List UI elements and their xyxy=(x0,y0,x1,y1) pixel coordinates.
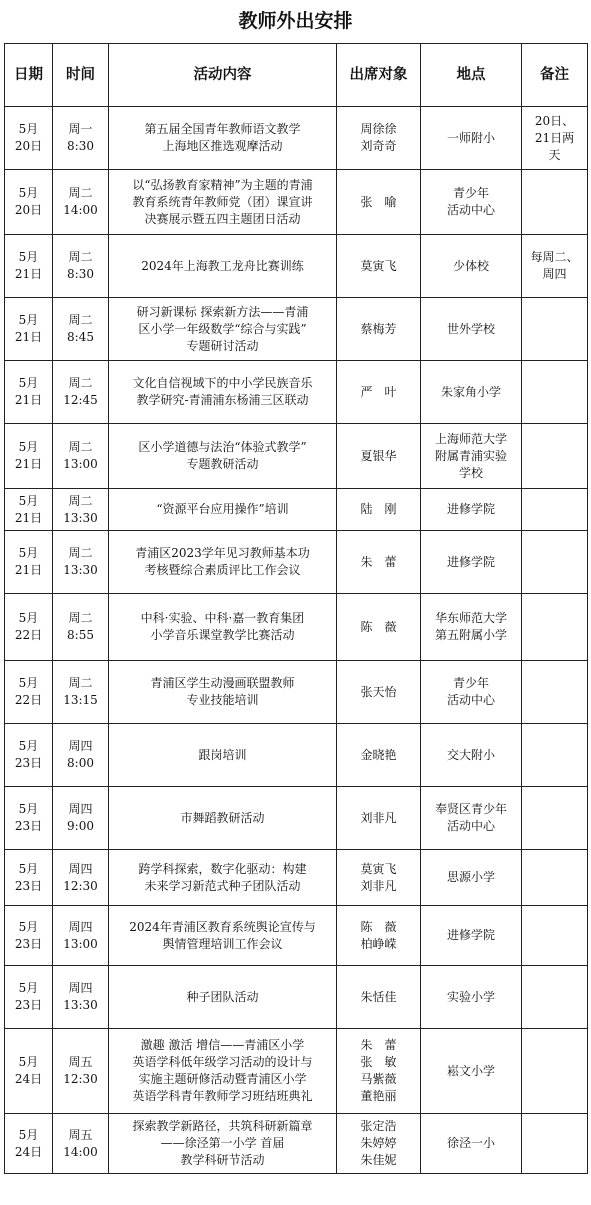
date-line: 5月 xyxy=(18,981,39,995)
activity-cell xyxy=(109,787,337,850)
date-line: 20日 xyxy=(14,139,43,153)
time-cell xyxy=(53,235,109,298)
activity-line: 专题研讨活动 xyxy=(186,338,259,353)
header-row xyxy=(5,44,588,107)
time-line: 周二 xyxy=(68,250,93,264)
date-cell xyxy=(5,170,53,235)
note-cell xyxy=(522,170,588,235)
header-note: 备注 xyxy=(522,44,588,107)
schedule-body xyxy=(5,107,588,1174)
date-cell xyxy=(5,724,53,787)
location-cell xyxy=(421,850,522,906)
header-activity: 活动内容 xyxy=(109,44,337,107)
attendees-cell xyxy=(337,170,421,235)
attendees-cell xyxy=(337,1029,421,1114)
attendees-line: 周徐徐 xyxy=(360,122,397,136)
attendees-cell xyxy=(337,531,421,594)
time-cell xyxy=(53,966,109,1029)
attendees-cell xyxy=(337,298,421,361)
location-cell xyxy=(421,661,522,724)
table-row xyxy=(5,1029,588,1114)
attendees-line: 张定浩 xyxy=(360,1119,397,1133)
date-line: 5月 xyxy=(18,861,39,876)
note-cell xyxy=(522,850,588,906)
location-cell xyxy=(421,966,522,1029)
location-line: 活动中心 xyxy=(446,693,495,707)
date-cell xyxy=(5,531,53,594)
date-line: 21日 xyxy=(14,510,43,525)
note-cell xyxy=(522,966,588,1029)
date-line: 21日 xyxy=(14,563,43,577)
time-line: 周四 xyxy=(68,739,93,753)
time-line: 13:30 xyxy=(63,510,98,525)
date-line: 22日 xyxy=(14,628,43,642)
attendees-cell xyxy=(337,787,421,850)
activity-line: 区小学道德与法治“体验式教学” xyxy=(138,440,307,454)
activity-line: 英语学科青年教师学习班结班典礼 xyxy=(132,1089,313,1103)
date-line: 22日 xyxy=(14,693,43,707)
activity-cell xyxy=(109,489,337,531)
activity-line: ——徐泾第一小学 首届 xyxy=(160,1136,285,1150)
location-line: 第五附属小学 xyxy=(434,628,507,642)
table-row xyxy=(5,787,588,850)
attendees-line: 朱佳妮 xyxy=(360,1153,397,1167)
location-line: 实验小学 xyxy=(446,989,495,1004)
attendees-line: 柏峥嵘 xyxy=(360,936,397,951)
location-line: 学校 xyxy=(458,465,483,480)
date-cell xyxy=(5,787,53,850)
note-cell xyxy=(522,235,588,298)
table-row xyxy=(5,594,588,661)
time-cell xyxy=(53,531,109,594)
date-cell xyxy=(5,424,53,489)
location-cell xyxy=(421,906,522,966)
date-cell xyxy=(5,906,53,966)
activity-line: 舆情管理培训工作会议 xyxy=(162,936,283,951)
table-row xyxy=(5,235,588,298)
date-line: 21日 xyxy=(14,393,43,407)
table-row xyxy=(5,850,588,906)
time-line: 8:30 xyxy=(67,139,94,153)
activity-line: 跟岗培训 xyxy=(198,747,247,762)
attendees-cell xyxy=(337,661,421,724)
attendees-line: 夏银华 xyxy=(360,448,397,463)
time-line: 13:30 xyxy=(63,563,98,577)
time-line: 13:30 xyxy=(63,998,98,1012)
time-line: 周二 xyxy=(68,611,93,625)
activity-cell xyxy=(109,906,337,966)
time-cell xyxy=(53,298,109,361)
location-line: 活动中心 xyxy=(446,819,495,833)
note-line: 20日、 xyxy=(534,113,575,128)
attendees-cell xyxy=(337,850,421,906)
time-cell xyxy=(53,107,109,170)
date-line: 23日 xyxy=(14,936,43,951)
date-cell xyxy=(5,489,53,531)
activity-line: 专业技能培训 xyxy=(186,693,259,707)
location-line: 思源小学 xyxy=(446,870,495,884)
date-line: 5月 xyxy=(18,1055,39,1069)
time-line: 周二 xyxy=(68,676,93,690)
attendees-line: 朱 蕾 xyxy=(360,554,397,569)
location-line: 进修学院 xyxy=(446,554,495,569)
location-cell xyxy=(421,531,522,594)
time-cell xyxy=(53,361,109,424)
date-line: 21日 xyxy=(14,267,43,281)
note-line: 周四 xyxy=(542,267,567,281)
time-cell xyxy=(53,489,109,531)
note-cell xyxy=(522,107,588,170)
location-line: 附属青浦实验 xyxy=(434,448,507,463)
table-row xyxy=(5,906,588,966)
activity-line: 激趣 激活 增信——青浦区小学 xyxy=(140,1038,305,1052)
date-line: 5月 xyxy=(18,122,39,136)
date-cell xyxy=(5,594,53,661)
attendees-cell xyxy=(337,235,421,298)
activity-line: 2024年上海教工龙舟比赛训练 xyxy=(141,258,304,273)
time-line: 周二 xyxy=(68,186,93,200)
activity-line: 考核暨综合素质评比工作会议 xyxy=(144,563,301,577)
note-cell xyxy=(522,489,588,531)
activity-line: 教学科研节活动 xyxy=(180,1153,265,1167)
activity-cell xyxy=(109,361,337,424)
location-line: 活动中心 xyxy=(446,203,495,217)
date-line: 5月 xyxy=(18,546,39,560)
location-cell xyxy=(421,787,522,850)
time-line: 周一 xyxy=(68,122,93,136)
date-line: 23日 xyxy=(14,756,43,770)
activity-line: 英语学科低年级学习活动的设计与 xyxy=(132,1055,313,1069)
time-cell xyxy=(53,906,109,966)
activity-line: 青浦区2023学年见习教师基本功 xyxy=(135,546,310,560)
table-row xyxy=(5,661,588,724)
time-line: 周二 xyxy=(68,376,93,390)
location-line: 世外学校 xyxy=(446,321,495,336)
date-cell xyxy=(5,1114,53,1174)
attendees-line: 刘非凡 xyxy=(360,878,397,893)
date-cell xyxy=(5,850,53,906)
header-attendees: 出席对象 xyxy=(337,44,421,107)
time-line: 12:30 xyxy=(63,1072,98,1086)
activity-line: 区小学一年级数学“综合与实践” xyxy=(138,321,307,336)
location-line: 少体校 xyxy=(452,258,489,273)
note-line: 21日两 xyxy=(534,130,575,145)
activity-line: 专题教研活动 xyxy=(186,457,259,471)
note-cell xyxy=(522,724,588,787)
attendees-line: 朱婷婷 xyxy=(360,1136,397,1150)
location-line: 徐泾一小 xyxy=(446,1136,495,1150)
time-line: 周四 xyxy=(68,919,93,934)
date-cell xyxy=(5,107,53,170)
time-cell xyxy=(53,661,109,724)
attendees-line: 刘奇奇 xyxy=(360,139,397,153)
location-line: 青少年 xyxy=(452,676,489,690)
time-line: 周二 xyxy=(68,313,93,327)
activity-line: 第五届全国青年教师语文教学 xyxy=(144,122,301,136)
attendees-cell xyxy=(337,1114,421,1174)
note-cell xyxy=(522,906,588,966)
attendees-line: 蔡梅芳 xyxy=(360,321,397,336)
activity-line: 以“弘扬教育家精神”为主题的青浦 xyxy=(132,177,313,192)
table-row xyxy=(5,724,588,787)
location-line: 青少年 xyxy=(452,186,489,200)
time-line: 周五 xyxy=(68,1055,93,1069)
date-line: 23日 xyxy=(14,998,43,1012)
date-line: 21日 xyxy=(14,330,43,344)
date-line: 5月 xyxy=(18,440,39,454)
attendees-line: 张天怡 xyxy=(360,684,397,699)
time-line: 周二 xyxy=(68,546,93,560)
activity-line: 教学研究-青浦浦东杨浦三区联动 xyxy=(136,393,309,407)
activity-cell xyxy=(109,1029,337,1114)
date-line: 24日 xyxy=(14,1144,43,1159)
activity-line: 2024年青浦区教育系统舆论宣传与 xyxy=(129,919,316,934)
header-location: 地点 xyxy=(421,44,522,107)
location-line: 一师附小 xyxy=(446,130,495,145)
activity-line: 种子团队活动 xyxy=(186,989,259,1004)
time-cell xyxy=(53,594,109,661)
table-row xyxy=(5,531,588,594)
table-row xyxy=(5,361,588,424)
time-line: 13:15 xyxy=(63,693,98,707)
time-line: 13:00 xyxy=(63,457,98,471)
time-line: 周二 xyxy=(68,493,93,508)
time-line: 周四 xyxy=(68,802,93,816)
time-line: 14:00 xyxy=(63,1144,98,1159)
time-cell xyxy=(53,787,109,850)
location-line: 华东师范大学 xyxy=(434,611,507,625)
table-row xyxy=(5,1114,588,1174)
date-line: 5月 xyxy=(18,376,39,390)
date-cell xyxy=(5,361,53,424)
attendees-line: 严 叶 xyxy=(360,384,397,399)
note-line: 天 xyxy=(548,147,561,162)
location-line: 崧文小学 xyxy=(446,1063,495,1078)
activity-line: 青浦区学生动漫画联盟教师 xyxy=(150,676,295,690)
attendees-line: 董艳丽 xyxy=(360,1089,397,1103)
activity-line: 教育系统青年教师党（团）课宣讲 xyxy=(132,194,313,209)
table-row xyxy=(5,298,588,361)
attendees-line: 张 喻 xyxy=(360,194,397,209)
date-cell xyxy=(5,235,53,298)
attendees-cell xyxy=(337,424,421,489)
location-cell xyxy=(421,489,522,531)
table-row xyxy=(5,966,588,1029)
attendees-line: 陆 刚 xyxy=(360,502,397,516)
activity-line: 中科·实验、中科·嘉一教育集团 xyxy=(140,611,305,625)
time-line: 周五 xyxy=(68,1127,93,1142)
note-line: 每周二、 xyxy=(530,250,579,264)
date-cell xyxy=(5,661,53,724)
attendees-line: 朱 蕾 xyxy=(360,1038,397,1052)
time-line: 周四 xyxy=(68,861,93,876)
location-cell xyxy=(421,361,522,424)
attendees-line: 莫寅飞 xyxy=(360,861,397,876)
activity-line: 探索教学新路径，共筑科研新篇章 xyxy=(132,1119,313,1133)
activity-line: 未来学习新范式种子团队活动 xyxy=(144,878,301,893)
activity-cell xyxy=(109,850,337,906)
activity-line: 上海地区推选观摩活动 xyxy=(162,139,283,153)
attendees-cell xyxy=(337,724,421,787)
location-line: 朱家角小学 xyxy=(440,384,501,399)
date-line: 23日 xyxy=(14,819,43,833)
attendees-cell xyxy=(337,594,421,661)
attendees-cell xyxy=(337,966,421,1029)
time-line: 8:45 xyxy=(67,330,94,344)
note-cell xyxy=(522,298,588,361)
activity-cell xyxy=(109,966,337,1029)
date-line: 20日 xyxy=(14,203,43,217)
time-line: 14:00 xyxy=(63,203,98,217)
location-cell xyxy=(421,594,522,661)
table-row xyxy=(5,489,588,531)
activity-line: 小学音乐课堂教学比赛活动 xyxy=(150,628,295,642)
time-line: 12:30 xyxy=(63,878,98,893)
time-line: 8:55 xyxy=(67,628,94,642)
date-line: 5月 xyxy=(18,313,39,327)
date-line: 5月 xyxy=(18,186,39,200)
location-cell xyxy=(421,724,522,787)
time-line: 9:00 xyxy=(67,819,94,833)
table-row xyxy=(5,170,588,235)
note-cell xyxy=(522,424,588,489)
activity-line: 市舞蹈教研活动 xyxy=(180,810,265,825)
time-line: 13:00 xyxy=(63,936,98,951)
attendees-line: 马紫薇 xyxy=(360,1072,397,1086)
header-time: 时间 xyxy=(53,44,109,107)
activity-line: 实施主题研修活动暨青浦区小学 xyxy=(138,1072,307,1086)
activity-cell xyxy=(109,1114,337,1174)
time-cell xyxy=(53,850,109,906)
schedule-table xyxy=(4,43,588,1174)
time-cell xyxy=(53,1114,109,1174)
activity-cell xyxy=(109,424,337,489)
header-date: 日期 xyxy=(5,44,53,107)
time-line: 12:45 xyxy=(63,393,98,407)
date-line: 5月 xyxy=(18,611,39,625)
date-line: 24日 xyxy=(14,1072,43,1086)
time-cell xyxy=(53,424,109,489)
time-cell xyxy=(53,724,109,787)
location-cell xyxy=(421,170,522,235)
date-line: 5月 xyxy=(18,493,39,508)
attendees-line: 莫寅飞 xyxy=(360,258,397,273)
note-cell xyxy=(522,361,588,424)
note-cell xyxy=(522,787,588,850)
activity-cell xyxy=(109,531,337,594)
attendees-line: 金晓艳 xyxy=(360,747,397,762)
date-line: 5月 xyxy=(18,676,39,690)
attendees-line: 陈 薇 xyxy=(360,619,397,634)
note-cell xyxy=(522,661,588,724)
date-line: 23日 xyxy=(14,878,43,893)
date-line: 5月 xyxy=(18,802,39,816)
note-cell xyxy=(522,1114,588,1174)
date-line: 5月 xyxy=(18,250,39,264)
note-cell xyxy=(522,531,588,594)
time-cell xyxy=(53,1029,109,1114)
attendees-line: 刘非凡 xyxy=(360,810,397,825)
location-line: 上海师范大学 xyxy=(434,431,507,446)
attendees-cell xyxy=(337,107,421,170)
location-cell xyxy=(421,298,522,361)
time-line: 8:00 xyxy=(67,756,94,770)
attendees-cell xyxy=(337,361,421,424)
activity-cell xyxy=(109,661,337,724)
date-cell xyxy=(5,1029,53,1114)
location-cell xyxy=(421,107,522,170)
attendees-cell xyxy=(337,906,421,966)
location-line: 进修学院 xyxy=(446,928,495,942)
attendees-line: 朱恬佳 xyxy=(360,989,397,1004)
activity-cell xyxy=(109,594,337,661)
activity-line: 决赛展示暨五四主题团日活动 xyxy=(144,211,301,226)
date-cell xyxy=(5,298,53,361)
time-line: 周四 xyxy=(68,981,93,995)
date-line: 21日 xyxy=(14,457,43,471)
table-row xyxy=(5,107,588,170)
location-cell xyxy=(421,1029,522,1114)
location-cell xyxy=(421,1114,522,1174)
date-cell xyxy=(5,966,53,1029)
location-line: 交大附小 xyxy=(446,747,495,762)
date-line: 5月 xyxy=(18,739,39,753)
page-title: 教师外出安排 xyxy=(238,10,353,32)
table-row xyxy=(5,424,588,489)
activity-cell xyxy=(109,298,337,361)
activity-line: 文化自信视域下的中小学民族音乐 xyxy=(132,376,313,390)
activity-line: “资源平台应用操作”培训 xyxy=(156,502,289,516)
note-cell xyxy=(522,594,588,661)
activity-cell xyxy=(109,170,337,235)
location-cell xyxy=(421,424,522,489)
time-line: 8:30 xyxy=(67,267,94,281)
attendees-line: 陈 薇 xyxy=(360,919,397,934)
time-cell xyxy=(53,170,109,235)
attendees-line: 张 敏 xyxy=(360,1055,397,1069)
location-line: 进修学院 xyxy=(446,502,495,516)
note-cell xyxy=(522,1029,588,1114)
location-line: 奉贤区青少年 xyxy=(434,802,507,816)
location-cell xyxy=(421,235,522,298)
activity-line: 研习新课标 探索新方法——青浦 xyxy=(136,304,309,319)
time-line: 周二 xyxy=(68,440,93,454)
activity-cell xyxy=(109,235,337,298)
activity-cell xyxy=(109,724,337,787)
activity-line: 跨学科探索，数字化驱动：构建 xyxy=(138,861,307,876)
activity-cell xyxy=(109,107,337,170)
date-line: 5月 xyxy=(18,1127,39,1142)
date-line: 5月 xyxy=(18,919,39,934)
attendees-cell xyxy=(337,489,421,531)
